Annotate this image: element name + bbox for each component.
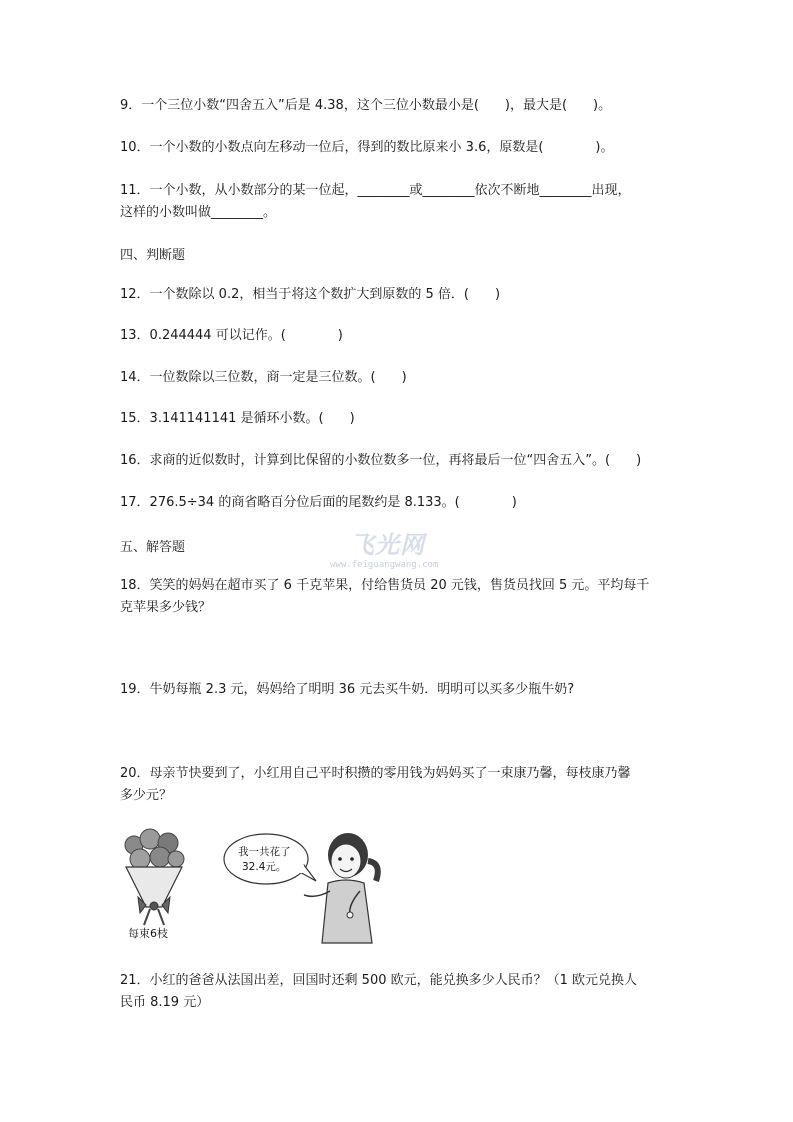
watermark-logo: 飞光网 [350, 531, 425, 559]
question-16: 16．求商的近似数时，计算到比保留的小数位数多一位，再将最后一位“四舍五入”。( ) [120, 453, 642, 468]
question-9: 9．一个三位小数“四舍五入”后是 4.38，这个三位小数最小是( )，最大是( )。 [120, 98, 612, 113]
question-11-line2: 这样的小数叫做________。 [120, 205, 277, 220]
bouquet-label: 每束6枝 [128, 927, 168, 940]
question-14: 14．一位数除以三位数，商一定是三位数。( ) [120, 370, 407, 385]
question-13: 13．0.244444 可以记作。( ) [120, 328, 343, 343]
carnation-bouquet-icon [125, 829, 184, 925]
speech-bubble [224, 834, 316, 884]
girl-figure-icon [304, 833, 378, 943]
question-21-line1: 21．小红的爸爸从法国出差，回国时还剩 500 欧元，能兑换多少人民币？（1 欧元兑换人 [120, 973, 638, 988]
bubble-text-line2: 32.4元。 [242, 861, 287, 873]
question-20-line2: 多少元？ [120, 788, 173, 803]
question-20-figure [120, 825, 400, 947]
figure-illustration [120, 825, 400, 947]
section-heading-solve: 五、解答题 [120, 540, 186, 555]
bubble-text-line1: 我一共花了 [238, 846, 291, 858]
question-12: 12．一个数除以 0.2，相当于将这个数扩大到原数的 5 倍．( ) [120, 287, 501, 302]
section-heading-judge: 四、判断题 [120, 248, 186, 263]
question-17: 17．276.5÷34 的商省略百分位后面的尾数约是 8.133。( ) [120, 495, 517, 510]
question-15: 15．3.141141141 是循环小数。( ) [120, 411, 355, 426]
question-21-line2: 民币 8.19 元） [120, 995, 210, 1010]
question-20-line1: 20．母亲节快要到了，小红用自己平时积攒的零用钱为妈妈买了一束康乃馨，每枝康乃馨 [120, 766, 631, 781]
question-19: 19．牛奶每瓶 2.3 元，妈妈给了明明 36 元去买牛奶．明明可以买多少瓶牛奶? [120, 682, 575, 697]
question-18-line1: 18．笑笑的妈妈在超市买了 6 千克苹果，付给售货员 20 元钱，售货员找回 5 元。平均每千 [120, 578, 650, 593]
question-18-line2: 克苹果多少钱？ [120, 600, 212, 615]
watermark-url: www.feiguangwang.com [330, 560, 439, 570]
question-10: 10．一个小数的小数点向左移动一位后，得到的数比原来小 3.6，原数是( )。 [120, 140, 614, 155]
question-11-line1: 11．一个小数，从小数部分的某一位起，________或________依次不断地________出现， [120, 183, 631, 198]
